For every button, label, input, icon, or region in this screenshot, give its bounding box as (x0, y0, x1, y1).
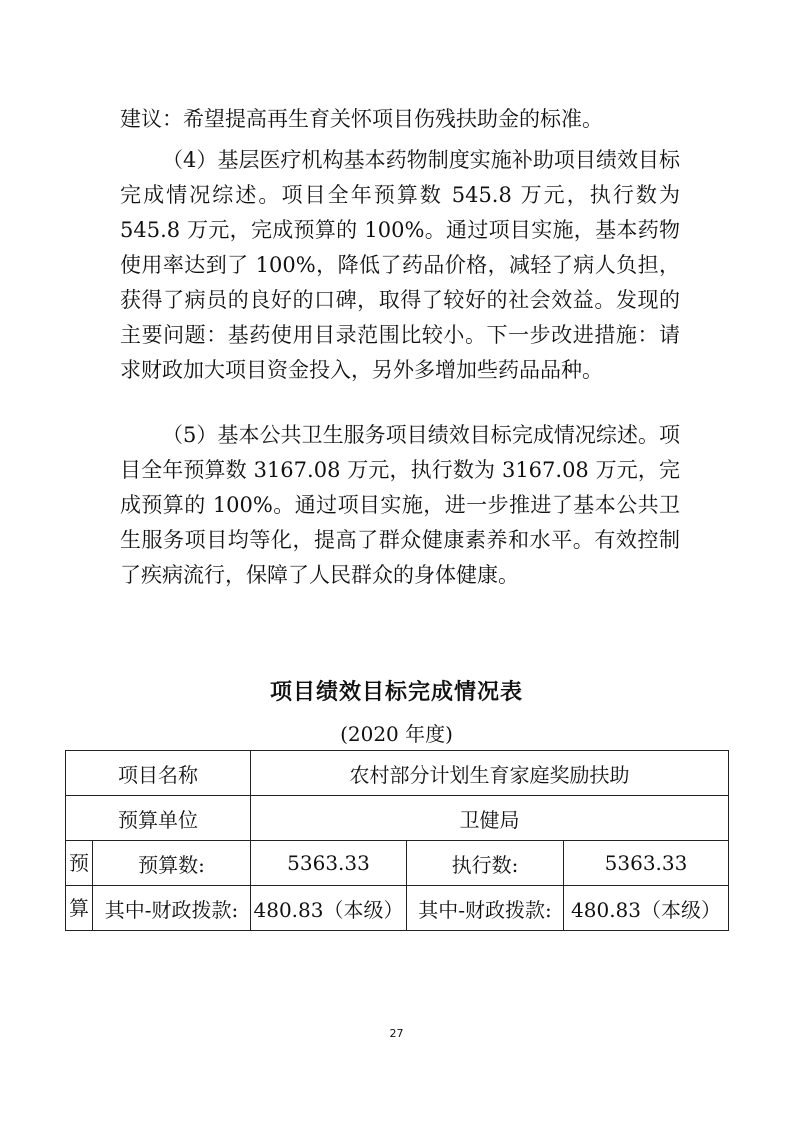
fiscal-appropriation-label-right: 其中-财政拨款: (407, 886, 564, 931)
budget-unit-label: 预算单位 (66, 796, 251, 841)
fiscal-appropriation-label-left: 其中-财政拨款: (93, 886, 251, 931)
performance-table (65, 750, 729, 931)
paragraph-suggestion: 建议：希望提高再生育关怀项目伤残扶助金的标准。 (120, 107, 603, 131)
table-year: (2020 年度) (340, 722, 453, 746)
budget-amount-value: 5363.33 (251, 841, 407, 886)
paragraph-public-health-service: （5）基本公共卫生服务项目绩效目标完成情况综述。项目全年预算数 3167.08 万元，执行数为 3167.08 万元，完成预算的 100%。通过项目实施，进一步推进了基本公共卫生服务项目均等化，提高了群众健康素养和水平。有效控制了疾病流行，保障了人民群众的身体健康。 (120, 423, 680, 587)
fiscal-appropriation-value-left: 480.83（本级） (251, 886, 407, 931)
project-name-value: 农村部分计划生育家庭奖励扶助 (251, 751, 729, 796)
budget-unit-value: 卫健局 (251, 796, 729, 841)
fiscal-appropriation-value-right: 480.83（本级） (564, 886, 729, 931)
paragraph-basic-drug-subsidy: （4）基层医疗机构基本药物制度实施补助项目绩效目标完成情况综述。项目全年预算数 545.8 万元，执行数为 545.8 万元，完成预算的 100%。通过项目实施，基本药物使用率达到了 100%，降低了药品价格，减轻了病人负担，获得了病员的良好的口碑，取得了较好的社会效益。发现的主要问题：基药使用目录范围比较小。下一步改进措施：请求财政加大项目资金投入，另外多增加些药品品种。 (120, 148, 680, 382)
table-row (66, 886, 729, 931)
table-row (66, 841, 729, 886)
budget-amount-label: 预算数: (93, 841, 251, 886)
table-title: 项目绩效目标完成情况表 (269, 680, 523, 705)
budget-side-label-top: 预 (66, 841, 93, 886)
execution-amount-value: 5363.33 (564, 841, 729, 886)
page-number: 27 (389, 1027, 404, 1040)
table-row (66, 751, 729, 796)
table-row (66, 796, 729, 841)
execution-amount-label: 执行数: (407, 841, 564, 886)
budget-side-label-bottom: 算 (66, 886, 93, 931)
project-name-label: 项目名称 (66, 751, 251, 796)
